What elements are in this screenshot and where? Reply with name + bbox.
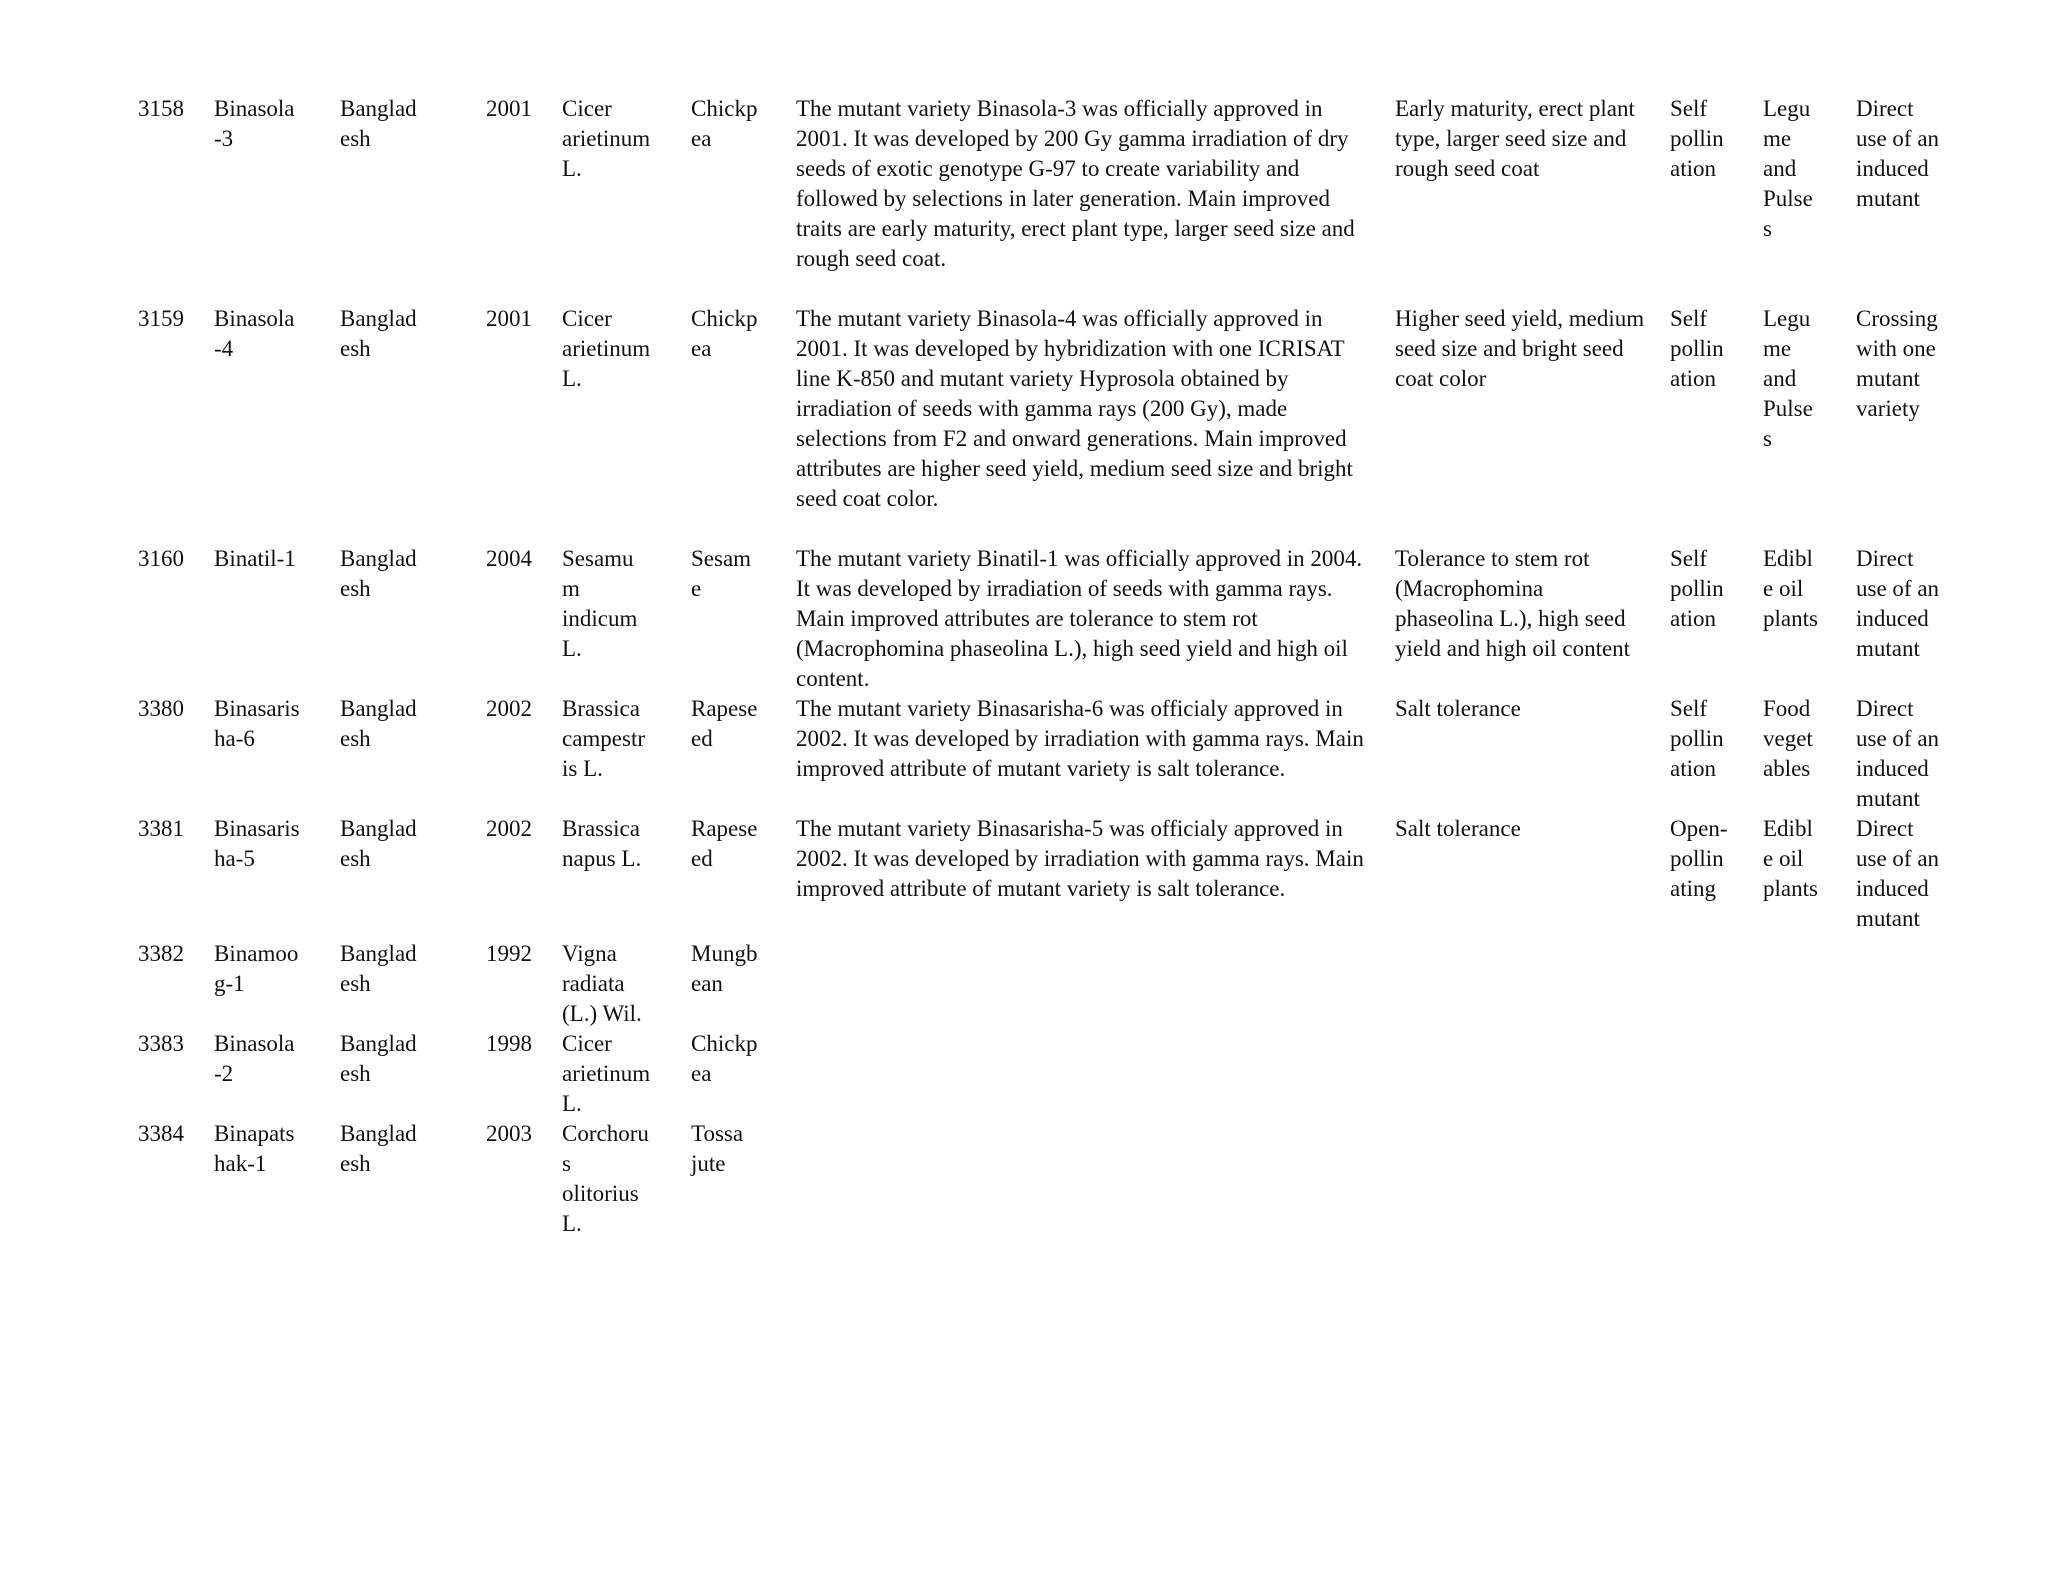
table-row	[134, 694, 1974, 814]
pollination-type: Self pollin ation	[1670, 546, 1724, 631]
improved-traits: Tolerance to stem rot (Macrophomina phaseolina L.), high seed yield and high oil content	[1395, 546, 1631, 661]
development-method: Direct use of an induced mutant	[1856, 816, 1940, 931]
approval-year: 2002	[486, 816, 532, 841]
approval-year: 2002	[486, 696, 532, 721]
country: Banglad esh	[340, 696, 417, 751]
table-row	[134, 304, 1974, 544]
entry-number: 3381	[138, 816, 184, 841]
crop-name: Chickp ea	[691, 306, 758, 361]
crop-name: Mungb ean	[691, 941, 758, 996]
description: The mutant variety Binasarisha-5 was officialy approved in 2002. It was developed by irradiation with gamma rays. Main improved attribute of mutant variety is salt tolerance.	[796, 816, 1364, 901]
entry-number: 3383	[138, 1031, 184, 1056]
entry-number: 3380	[138, 696, 184, 721]
table-row	[134, 94, 1974, 304]
table-row	[134, 939, 1974, 1029]
scientific-name: Brassica napus L.	[562, 816, 642, 871]
description: The mutant variety Binasola-4 was officially approved in 2001. It was developed by hybridization with one ICRISAT line K-850 and mutant variety Hyprosola obtained by irradiation of seeds with gamma rays (200 Gy), made selections from F2 and onward generations. Main improved attributes are higher seed yield, medium seed size and bright seed coat color.	[796, 306, 1353, 511]
approval-year: 2001	[486, 96, 532, 121]
approval-year: 2004	[486, 546, 532, 571]
table-row	[134, 1119, 1974, 1239]
description: The mutant variety Binatil-1 was officially approved in 2004. It was developed by irradiation of seeds with gamma rays. Main improved attributes are tolerance to stem rot (Macrophomina phaseolina L.), high seed yield and high oil content.	[796, 546, 1363, 691]
development-method: Direct use of an induced mutant	[1856, 546, 1940, 661]
crop-name: Tossa jute	[691, 1121, 744, 1176]
improved-traits: Salt tolerance	[1395, 816, 1521, 841]
entry-number: 3382	[138, 941, 184, 966]
crop-group: Food veget ables	[1763, 696, 1813, 781]
crop-name: Sesam e	[691, 546, 752, 601]
pollination-type: Open- pollin ating	[1670, 816, 1728, 901]
variety-name: Binasola -3	[214, 96, 295, 151]
scientific-name: Corchoru s olitorius L.	[562, 1121, 649, 1236]
crop-name: Chickp ea	[691, 96, 758, 151]
country: Banglad esh	[340, 306, 417, 361]
entry-number: 3158	[138, 96, 184, 121]
scientific-name: Cicer arietinum L.	[562, 1031, 651, 1116]
description: The mutant variety Binasola-3 was officially approved in 2001. It was developed by 200 Gy gamma irradiation of dry seeds of exotic genotype G-97 to create variability and followed by selections in later generation. Main improved traits are early maturity, erect plant type, larger seed size and rough seed coat.	[796, 96, 1355, 271]
country: Banglad esh	[340, 1121, 417, 1176]
crop-group: Edibl e oil plants	[1763, 546, 1818, 631]
scientific-name: Vigna radiata (L.) Wil.	[562, 941, 642, 1026]
variety-name: Binasaris ha-5	[214, 816, 300, 871]
improved-traits: Salt tolerance	[1395, 696, 1521, 721]
mutant-variety-table	[134, 94, 1974, 1239]
development-method: Direct use of an induced mutant	[1856, 696, 1940, 811]
entry-number: 3160	[138, 546, 184, 571]
country: Banglad esh	[340, 1031, 417, 1086]
approval-year: 1998	[486, 1031, 532, 1056]
variety-name: Binasola -2	[214, 1031, 295, 1086]
country: Banglad esh	[340, 941, 417, 996]
variety-name: Binamoo g-1	[214, 941, 299, 996]
approval-year: 2003	[486, 1121, 532, 1146]
development-method: Crossing with one mutant variety	[1856, 306, 1938, 421]
approval-year: 2001	[486, 306, 532, 331]
improved-traits: Higher seed yield, medium seed size and bright seed coat color	[1395, 306, 1645, 391]
variety-name: Binatil-1	[214, 546, 296, 571]
development-method: Direct use of an induced mutant	[1856, 96, 1940, 211]
country: Banglad esh	[340, 546, 417, 601]
description: The mutant variety Binasarisha-6 was officialy approved in 2002. It was developed by irradiation with gamma rays. Main improved attribute of mutant variety is salt tolerance.	[796, 696, 1364, 781]
crop-name: Chickp ea	[691, 1031, 758, 1086]
crop-group: Edibl e oil plants	[1763, 816, 1818, 901]
scientific-name: Brassica campestr is L.	[562, 696, 646, 781]
crop-name: Rapese ed	[691, 696, 758, 751]
pollination-type: Self pollin ation	[1670, 696, 1724, 781]
variety-name: Binasaris ha-6	[214, 696, 300, 751]
entry-number: 3384	[138, 1121, 184, 1146]
pollination-type: Self pollin ation	[1670, 306, 1724, 391]
country: Banglad esh	[340, 96, 417, 151]
crop-name: Rapese ed	[691, 816, 758, 871]
scientific-name: Sesamu m indicum L.	[562, 546, 638, 661]
pollination-type: Self pollin ation	[1670, 96, 1724, 181]
variety-name: Binasola -4	[214, 306, 295, 361]
crop-group: Legu me and Pulse s	[1763, 96, 1813, 241]
crop-group: Legu me and Pulse s	[1763, 306, 1813, 451]
scientific-name: Cicer arietinum L.	[562, 306, 651, 391]
table-row	[134, 814, 1974, 939]
improved-traits: Early maturity, erect plant type, larger seed size and rough seed coat	[1395, 96, 1635, 181]
country: Banglad esh	[340, 816, 417, 871]
table-row	[134, 1029, 1974, 1119]
table-row	[134, 544, 1974, 694]
approval-year: 1992	[486, 941, 532, 966]
scientific-name: Cicer arietinum L.	[562, 96, 651, 181]
entry-number: 3159	[138, 306, 184, 331]
variety-name: Binapats hak-1	[214, 1121, 295, 1176]
